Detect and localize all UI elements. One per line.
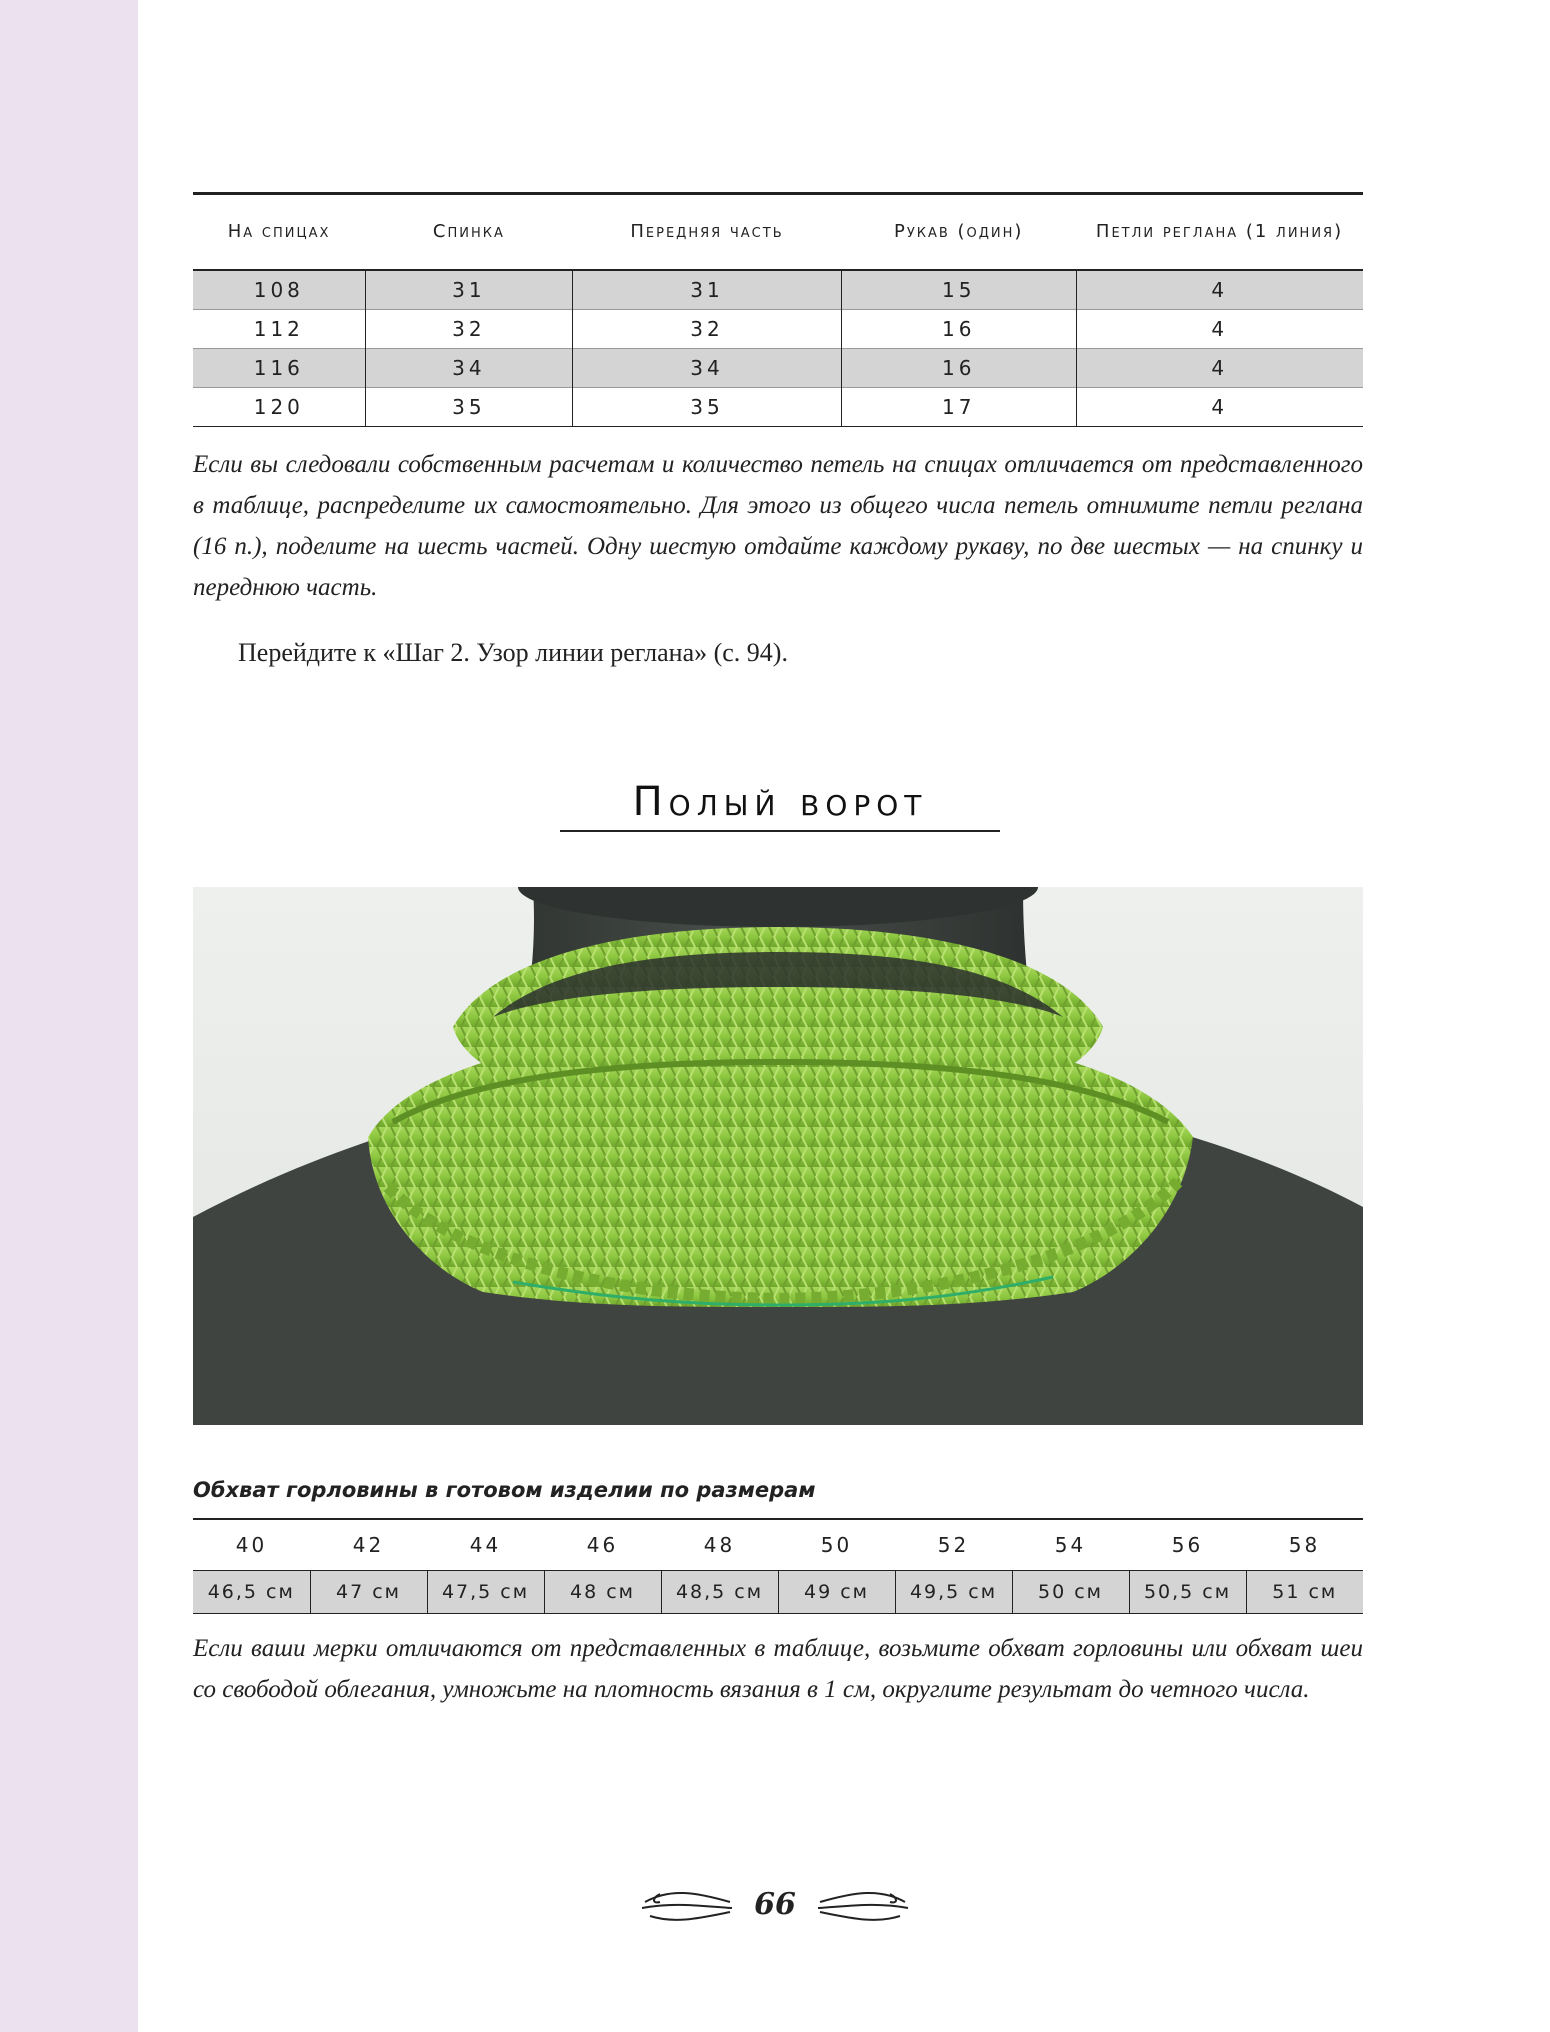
- table-cell: 31: [573, 270, 842, 310]
- girth-cell: 48 см: [544, 1571, 661, 1614]
- size-cell: 50: [778, 1519, 895, 1571]
- raglan-distribution-table: [193, 192, 1363, 427]
- table-header-row: [193, 194, 1363, 271]
- section-title: Полый ворот: [560, 780, 1000, 832]
- size-cell: 54: [1012, 1519, 1129, 1571]
- neck-girth-table: [193, 1518, 1363, 1614]
- side-color-strip: [0, 0, 138, 2032]
- girth-cell: 50,5 см: [1129, 1571, 1246, 1614]
- table-cell: 34: [573, 349, 842, 388]
- table-cell: 4: [1076, 310, 1363, 349]
- table-cell: 17: [841, 388, 1076, 427]
- table-cell: 108: [193, 270, 365, 310]
- page-footer: [640, 1880, 910, 1930]
- collar-illustration: [193, 887, 1363, 1425]
- header-front: Передняя часть: [573, 194, 842, 271]
- table-cell: 32: [365, 310, 572, 349]
- size-cell: 52: [895, 1519, 1012, 1571]
- size-cell: 46: [544, 1519, 661, 1571]
- girth-cell: 49 см: [778, 1571, 895, 1614]
- girth-cell: 49,5 см: [895, 1571, 1012, 1614]
- table-cell: 4: [1076, 270, 1363, 310]
- size-cell: 48: [661, 1519, 778, 1571]
- table-cell: 16: [841, 310, 1076, 349]
- girth-cell: 51 см: [1246, 1571, 1363, 1614]
- girth-cell: 47,5 см: [427, 1571, 544, 1614]
- girth-cell: 46,5 см: [193, 1571, 310, 1614]
- table-cell: 15: [841, 270, 1076, 310]
- size-cell: 56: [1129, 1519, 1246, 1571]
- table-row: [193, 349, 1363, 388]
- table-cell: 4: [1076, 388, 1363, 427]
- girths-row: [193, 1571, 1363, 1614]
- table-row: [193, 388, 1363, 427]
- header-needles: На спицах: [193, 194, 365, 271]
- girth-cell: 47 см: [310, 1571, 427, 1614]
- table-cell: 120: [193, 388, 365, 427]
- header-raglan-stitches: Петли реглана (1 линия): [1076, 194, 1363, 271]
- table-row: [193, 310, 1363, 349]
- table-cell: 116: [193, 349, 365, 388]
- table-row: [193, 270, 1363, 310]
- girth-cell: 50 см: [1012, 1571, 1129, 1614]
- girth-cell: 48,5 см: [661, 1571, 778, 1614]
- size-cell: 58: [1246, 1519, 1363, 1571]
- table-cell: 32: [573, 310, 842, 349]
- table-cell: 16: [841, 349, 1076, 388]
- header-back: Спинка: [365, 194, 572, 271]
- collar-photo: [193, 887, 1363, 1425]
- table-cell: 34: [365, 349, 572, 388]
- distribution-note: Если вы следовали собственным расчетам и количество петель на спицах отличается от представленного в таблице, распределите их самостоятельно. Для этого из общего числа петель отнимите петли реглана (16 п.), поделите на шесть частей. Одну шестую отдайте каждому рукаву, по две шестых — на спинку и переднюю часть.: [193, 451, 1363, 601]
- table-cell: 35: [365, 388, 572, 427]
- size-table-caption: Обхват горловины в готовом изделии по размерам: [193, 1478, 816, 1502]
- cross-reference: Перейдите к «Шаг 2. Узор линии реглана» (с. 94).: [238, 638, 788, 667]
- page-number: 66: [754, 1887, 796, 1922]
- size-cell: 44: [427, 1519, 544, 1571]
- sizes-row: [193, 1519, 1363, 1571]
- measurement-note: Если ваши мерки отличаются от представленных в таблице, возьмите обхват горловины или обхват шеи со свободой облегания, умножьте на плотность вязания в 1 см, округлите результат до четного числа.: [193, 1635, 1363, 1703]
- table-cell: 35: [573, 388, 842, 427]
- table-cell: 31: [365, 270, 572, 310]
- size-cell: 42: [310, 1519, 427, 1571]
- size-cell: 40: [193, 1519, 310, 1571]
- header-sleeve: Рукав (один): [841, 194, 1076, 271]
- table-cell: 112: [193, 310, 365, 349]
- table-cell: 4: [1076, 349, 1363, 388]
